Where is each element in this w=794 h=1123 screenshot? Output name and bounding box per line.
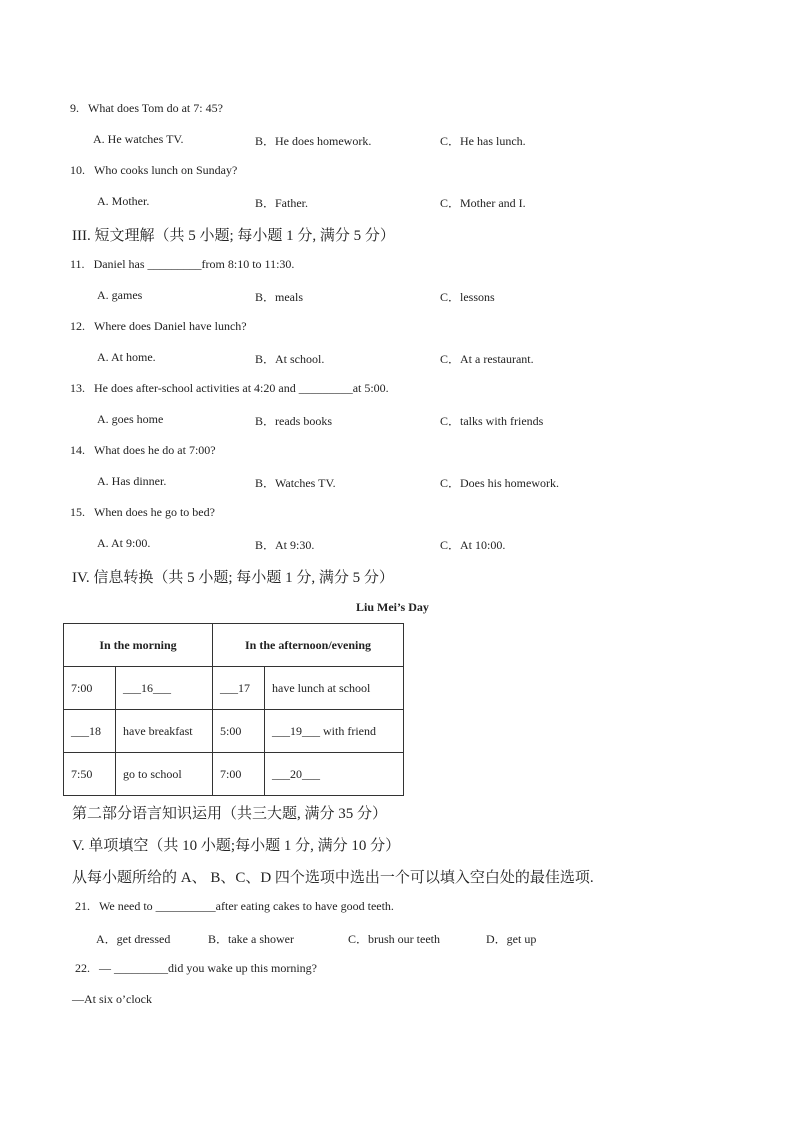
q10-option-b[interactable]: B．Father. <box>255 196 308 210</box>
q13-option-c[interactable]: C．talks with friends <box>440 414 544 428</box>
q21-option-b[interactable]: B．take a shower <box>208 932 294 946</box>
section-5-heading: V. 单项填空（共 10 小题;每小题 1 分, 满分 10 分） <box>72 838 401 854</box>
q11-option-a[interactable]: A. games <box>97 288 143 302</box>
q12-option-c[interactable]: C．At a restaurant. <box>440 352 534 366</box>
q21-option-d[interactable]: D．get up <box>486 932 537 946</box>
q21-option-c[interactable]: C．brush our teeth <box>348 932 440 946</box>
section-5-instructions: 从每小题所给的 A、 B、C、D 四个选项中选出一个可以填入空白处的最佳选项. <box>72 870 594 886</box>
table-title: Liu Mei’s Day <box>356 600 429 614</box>
question-12: 12. Where does Daniel have lunch? <box>70 319 247 333</box>
blank-18[interactable]: ___18 <box>64 710 116 753</box>
question-21: 21. We need to __________after eating cakes to have good teeth. <box>75 899 394 913</box>
blank-17[interactable]: ___17 <box>213 667 265 710</box>
blank-19[interactable]: ___19___ with friend <box>265 710 404 753</box>
q12-option-a[interactable]: A. At home. <box>97 350 156 364</box>
table-cell: have breakfast <box>116 710 213 753</box>
q15-option-a[interactable]: A. At 9:00. <box>97 536 151 550</box>
blank-20[interactable]: ___20___ <box>265 753 404 796</box>
q9-option-a[interactable]: A. He watches TV. <box>93 132 184 146</box>
q10-option-c[interactable]: C．Mother and I. <box>440 196 526 210</box>
header-morning: In the morning <box>64 624 213 667</box>
question-11: 11. Daniel has _________from 8:10 to 11:30. <box>70 257 295 271</box>
q9-option-c[interactable]: C．He has lunch. <box>440 134 526 148</box>
q15-option-c[interactable]: C．At 10:00. <box>440 538 506 552</box>
table-cell: 7:00 <box>64 667 116 710</box>
table-row <box>64 710 404 753</box>
schedule-table <box>63 623 404 796</box>
q13-option-a[interactable]: A. goes home <box>97 412 164 426</box>
header-afternoon: In the afternoon/evening <box>213 624 404 667</box>
table-cell: go to school <box>116 753 213 796</box>
q21-option-a[interactable]: A．get dressed <box>96 932 171 946</box>
q12-option-b[interactable]: B．At school. <box>255 352 325 366</box>
table-cell: 7:50 <box>64 753 116 796</box>
question-9: 9. What does Tom do at 7: 45? <box>70 101 223 115</box>
q9-option-b[interactable]: B．He does homework. <box>255 134 372 148</box>
blank-16[interactable]: ___16___ <box>116 667 213 710</box>
q14-option-a[interactable]: A. Has dinner. <box>97 474 167 488</box>
q11-option-c[interactable]: C．lessons <box>440 290 495 304</box>
part-2-heading: 第二部分语言知识运用（共三大题, 满分 35 分） <box>72 806 388 822</box>
q22-answer-line: —At six o’clock <box>72 992 152 1006</box>
section-4-heading: IV. 信息转换（共 5 小题; 每小题 1 分, 满分 5 分） <box>72 570 394 586</box>
q14-option-c[interactable]: C．Does his homework. <box>440 476 559 490</box>
question-22: 22. — _________did you wake up this morning? <box>75 961 317 975</box>
question-10: 10. Who cooks lunch on Sunday? <box>70 163 238 177</box>
q14-option-b[interactable]: B．Watches TV. <box>255 476 336 490</box>
q13-option-b[interactable]: B．reads books <box>255 414 332 428</box>
table-cell: have lunch at school <box>265 667 404 710</box>
question-13: 13. He does after-school activities at 4:20 and _________at 5:00. <box>70 381 389 395</box>
table-cell: 5:00 <box>213 710 265 753</box>
table-cell: 7:00 <box>213 753 265 796</box>
q11-option-b[interactable]: B．meals <box>255 290 303 304</box>
q15-option-b[interactable]: B．At 9:30. <box>255 538 315 552</box>
table-row <box>64 667 404 710</box>
question-15: 15. When does he go to bed? <box>70 505 215 519</box>
q10-option-a[interactable]: A. Mother. <box>97 194 150 208</box>
question-14: 14. What does he do at 7:00? <box>70 443 216 457</box>
table-row <box>64 753 404 796</box>
section-3-heading: III. 短文理解（共 5 小题; 每小题 1 分, 满分 5 分） <box>72 228 395 244</box>
